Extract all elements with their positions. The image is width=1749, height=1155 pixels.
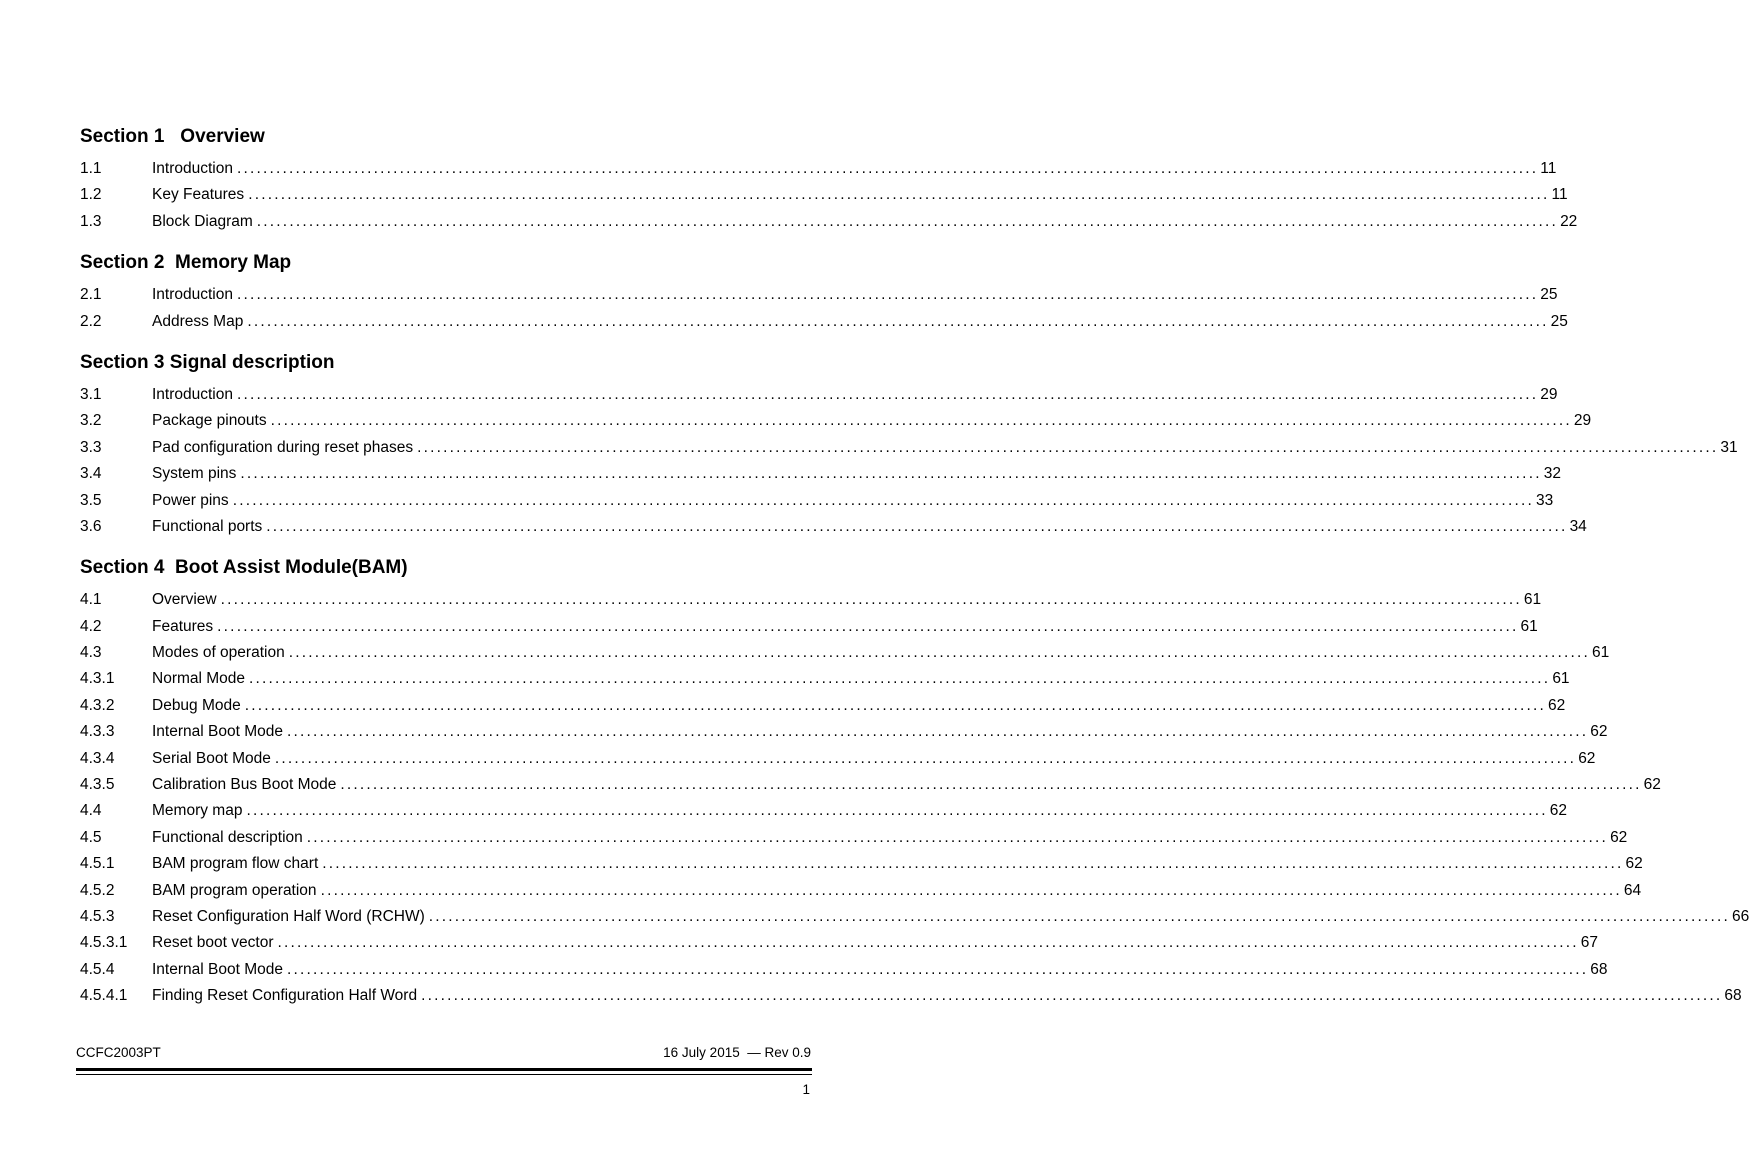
dot-leader: ........................................................................................................................................................................................................	[277, 934, 1579, 952]
entry-number: 4.2	[80, 617, 102, 635]
dot-leader: ........................................................................................................................................................................................................	[421, 987, 1723, 1005]
entry-page-number: 34	[1569, 517, 1587, 535]
entry-page-number: 61	[1523, 591, 1542, 609]
entry-page-number: 22	[1560, 212, 1578, 230]
entry-number: 3.3	[80, 438, 102, 456]
entry-title: Introduction	[152, 286, 233, 304]
dot-leader: ........................................................................................................................................................................................................	[237, 160, 1539, 177]
entry-title: Internal Boot Mode	[152, 960, 283, 978]
dot-leader: ........................................................................................................................................................................................................	[286, 960, 1589, 978]
dot-leader: ........................................................................................................................................................................................................	[220, 591, 1522, 609]
entry-page-number: 25	[1550, 312, 1568, 330]
toc-entry[interactable]	[80, 798, 1567, 824]
entry-title: BAM program operation	[152, 881, 317, 899]
section-entries	[80, 382, 1738, 540]
toc-entry[interactable]	[80, 614, 1538, 640]
entry-title: Block Diagram	[152, 212, 253, 230]
entry-title: Functional description	[152, 828, 303, 846]
dot-leader: ........................................................................................................................................................................................................	[232, 491, 1534, 509]
dot-leader: ........................................................................................................................................................................................................	[247, 312, 1549, 330]
entry-number: 3.5	[80, 491, 102, 509]
dot-leader: ........................................................................................................................................................................................................	[266, 517, 1568, 535]
entry-page-number: 11	[1540, 160, 1557, 177]
toc-entry[interactable]	[80, 408, 1592, 434]
entry-page-number: 33	[1535, 491, 1554, 509]
entry-page-number: 66	[1732, 907, 1749, 925]
entry-number: 2.2	[80, 312, 102, 330]
dot-leader: ........................................................................................................................................................................................................	[270, 412, 1572, 430]
entry-number: 4.3.2	[80, 696, 115, 714]
toc-entry[interactable]	[80, 435, 1738, 461]
entry-title: Reset Configuration Half Word (RCHW)	[152, 907, 425, 925]
entry-page-number: 32	[1543, 465, 1561, 483]
entry-number: 4.5.4	[80, 960, 115, 978]
entry-number: 4.3.4	[80, 749, 115, 767]
section-entries	[80, 282, 1568, 335]
entry-title: Debug Mode	[152, 696, 241, 714]
section-title: Section 2 Memory Map	[80, 252, 292, 274]
toc-entry[interactable]	[80, 719, 1608, 745]
entry-page-number: 64	[1623, 881, 1642, 899]
section-title: Section 1 Overview	[80, 126, 265, 147]
entry-page-number: 62	[1625, 855, 1643, 873]
toc-entry[interactable]	[80, 488, 1554, 514]
dot-leader: ........................................................................................................................................................................................................	[288, 644, 1590, 662]
dot-leader: ........................................................................................................................................................................................................	[322, 855, 1624, 873]
entry-title: Internal Boot Mode	[152, 723, 283, 741]
entry-number: 4.5.4.1	[80, 987, 128, 1005]
section-entries	[80, 587, 1749, 1009]
dot-leader: ........................................................................................................................................................................................................	[417, 438, 1719, 456]
page-number: 1	[802, 1082, 810, 1097]
entry-number: 3.6	[80, 517, 102, 535]
dot-leader: ........................................................................................................................................................................................................	[320, 881, 1622, 899]
entry-number: 4.3	[80, 644, 102, 662]
entry-title: Key Features	[152, 186, 245, 204]
toc-entry[interactable]	[80, 156, 1557, 182]
toc-entry[interactable]	[80, 930, 1599, 956]
section-entries	[80, 156, 1578, 235]
entry-page-number: 62	[1590, 723, 1608, 741]
entry-number: 1.3	[80, 212, 102, 230]
entry-title: Introduction	[152, 385, 233, 403]
entry-page-number: 62	[1549, 802, 1567, 820]
entry-page-number: 29	[1573, 412, 1592, 430]
toc-entry[interactable]	[80, 640, 1610, 666]
toc-entry[interactable]	[80, 282, 1558, 308]
entry-title: Modes of operation	[152, 644, 285, 662]
entry-page-number: 62	[1578, 749, 1596, 767]
entry-title: Introduction	[152, 160, 233, 177]
toc-entry[interactable]	[80, 461, 1561, 487]
entry-number: 4.3.5	[80, 776, 115, 794]
entry-title: Power pins	[152, 491, 229, 509]
entry-page-number: 25	[1540, 286, 1558, 304]
toc-entry[interactable]	[80, 182, 1568, 208]
entry-number: 1.1	[80, 160, 102, 177]
toc-entry[interactable]	[80, 825, 1628, 851]
toc-entry[interactable]	[80, 957, 1608, 983]
entry-number: 1.2	[80, 186, 102, 204]
entry-page-number: 68	[1590, 960, 1608, 978]
dot-leader: ........................................................................................................................................................................................................	[217, 617, 1519, 635]
entry-title: Serial Boot Mode	[152, 749, 271, 767]
entry-title: Normal Mode	[152, 670, 246, 688]
dot-leader: ........................................................................................................................................................................................................	[428, 907, 1731, 925]
toc-entry[interactable]	[80, 666, 1570, 692]
toc-entry[interactable]	[80, 983, 1742, 1009]
toc-entry[interactable]	[80, 746, 1596, 772]
entry-title: System pins	[152, 465, 237, 483]
entry-number: 4.5.2	[80, 881, 115, 899]
entry-page-number: 61	[1591, 644, 1610, 662]
entry-number: 4.5.3	[80, 907, 115, 925]
entry-page-number: 31	[1720, 438, 1738, 456]
entry-number: 4.5	[80, 828, 102, 846]
entry-title: Finding Reset Configuration Half Word	[152, 987, 418, 1005]
entry-number: 4.3.3	[80, 723, 115, 741]
entry-number: 3.2	[80, 412, 102, 430]
dot-leader: ........................................................................................................................................................................................................	[246, 802, 1548, 820]
dot-leader: ........................................................................................................................................................................................................	[286, 723, 1589, 741]
entry-title: BAM program flow chart	[152, 855, 319, 873]
toc-entry[interactable]	[80, 514, 1587, 540]
dot-leader: ........................................................................................................................................................................................................	[244, 696, 1547, 714]
entry-page-number: 62	[1610, 828, 1628, 846]
entry-page-number: 68	[1724, 987, 1742, 1005]
entry-title: Pad configuration during reset phases	[152, 438, 414, 456]
entry-title: Calibration Bus Boot Mode	[152, 776, 337, 794]
section-title: Section 3 Signal description	[80, 351, 335, 373]
dot-leader: ........................................................................................................................................................................................................	[249, 670, 1551, 688]
entry-title: Functional ports	[152, 517, 263, 535]
toc-entry[interactable]	[80, 587, 1542, 613]
toc-section	[80, 555, 1749, 1009]
entry-number: 4.3.1	[80, 670, 115, 688]
dot-leader: ........................................................................................................................................................................................................	[256, 212, 1559, 230]
entry-page-number: 11	[1551, 186, 1568, 204]
entry-page-number: 61	[1552, 670, 1570, 688]
section-title: Section 4 Boot Assist Module(BAM)	[80, 557, 408, 579]
entry-title: Memory map	[152, 802, 243, 820]
entry-title: Features	[152, 617, 214, 635]
dot-leader: ........................................................................................................................................................................................................	[306, 828, 1609, 846]
dot-leader: ........................................................................................................................................................................................................	[240, 465, 1542, 483]
table-of-contents	[80, 124, 1749, 1010]
entry-title: Package pinouts	[152, 412, 267, 430]
entry-number: 3.4	[80, 465, 102, 483]
dot-leader: ........................................................................................................................................................................................................	[340, 776, 1642, 794]
entry-page-number: 62	[1643, 776, 1661, 794]
toc-entry[interactable]	[80, 209, 1578, 235]
toc-entry[interactable]	[80, 878, 1642, 904]
toc-entry[interactable]	[80, 382, 1558, 408]
toc-entry[interactable]	[80, 693, 1566, 719]
entry-page-number: 67	[1580, 934, 1599, 952]
toc-section	[80, 250, 1568, 335]
entry-title: Reset boot vector	[152, 934, 274, 952]
toc-section	[80, 350, 1738, 540]
document-id: CCFC2003PT	[76, 1045, 161, 1060]
toc-entry[interactable]	[80, 851, 1643, 877]
entry-number: 4.5.1	[80, 855, 115, 873]
dot-leader: ........................................................................................................................................................................................................	[237, 385, 1539, 403]
footer-rule-thick	[76, 1068, 812, 1071]
dot-leader: ........................................................................................................................................................................................................	[248, 186, 1550, 204]
entry-number: 4.5.3.1	[80, 934, 128, 952]
dot-leader: ........................................................................................................................................................................................................	[237, 286, 1539, 304]
toc-section	[80, 124, 1578, 235]
entry-page-number: 62	[1548, 696, 1566, 714]
entry-page-number: 29	[1540, 385, 1558, 403]
entry-number: 4.1	[80, 591, 102, 609]
entry-page-number: 61	[1520, 617, 1538, 635]
entry-number: 3.1	[80, 385, 102, 403]
entry-number: 2.1	[80, 286, 102, 304]
entry-title: Address Map	[152, 312, 244, 330]
entry-title: Overview	[152, 591, 217, 609]
footer-rule-thin	[76, 1074, 812, 1075]
toc-entry[interactable]	[80, 772, 1661, 798]
date-revision: 16 July 2015 — Rev 0.9	[663, 1045, 811, 1060]
toc-entry[interactable]	[80, 904, 1749, 930]
toc-entry[interactable]	[80, 309, 1568, 335]
entry-number: 4.4	[80, 802, 102, 820]
dot-leader: ........................................................................................................................................................................................................	[274, 749, 1577, 767]
